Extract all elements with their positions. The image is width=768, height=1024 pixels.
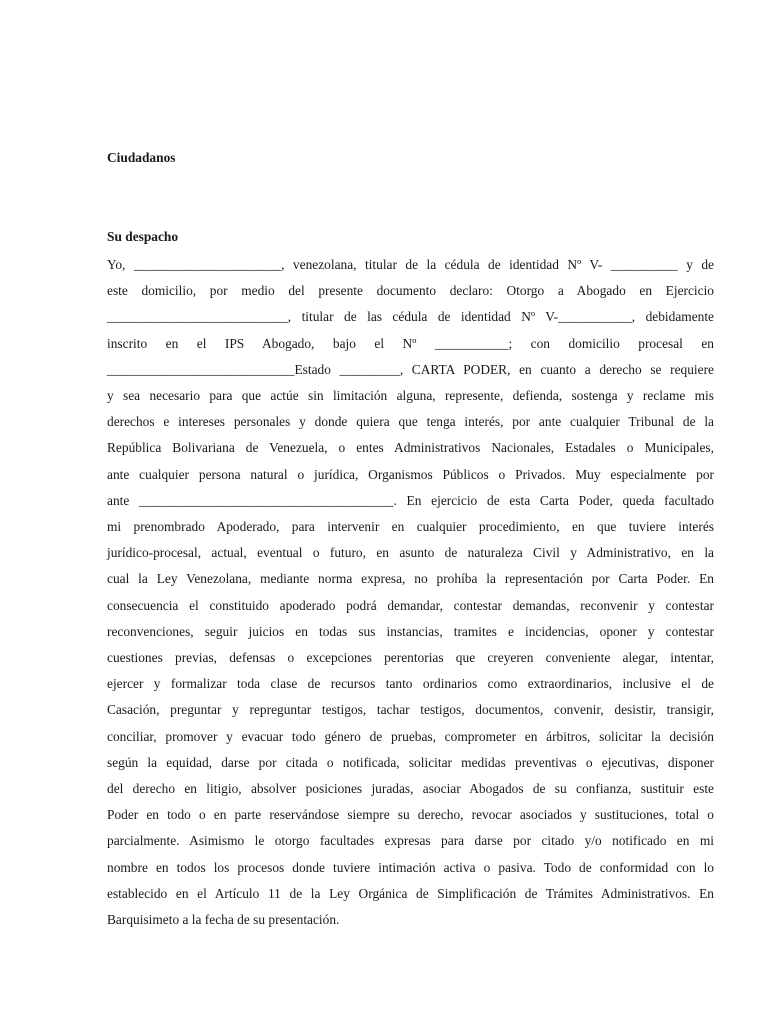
- body-line: jurídico-procesal, actual, eventual o futuro, en asunto de naturaleza Civil y Administrativo, en la: [107, 545, 714, 561]
- body-line: este domicilio, por medio del presente documento declaro: Otorgo a Abogado en Ejercicio: [107, 283, 714, 299]
- body-line-last: Barquisimeto a la fecha de su presentación.: [107, 912, 340, 928]
- body-line: mi prenombrado Apoderado, para intervenir en cualquier procedimiento, en que tuviere interés: [107, 519, 714, 535]
- body-line: Yo, ______________________, venezolana, titular de la cédula de identidad Nº V- __________ y de: [107, 257, 714, 272]
- body-line: ___________________________, titular de las cédula de identidad Nº V-___________, debidamente: [107, 309, 714, 325]
- body-line: inscrito en el IPS Abogado, bajo el Nº ___________; con domicilio procesal en: [107, 335, 714, 351]
- body-line: República Bolivariana de Venezuela, o entes Administrativos Nacionales, Estadales o Municipales,: [107, 440, 714, 456]
- power-of-attorney-body: [107, 252, 714, 933]
- body-line: derechos e intereses personales y donde quiera que tenga interés, por ante cualquier Tribunal de la: [107, 414, 714, 430]
- body-line: ____________________________Estado _________, CARTA PODER, en cuanto a derecho se requiere: [107, 361, 714, 377]
- office-heading: Su despacho: [107, 229, 179, 244]
- body-line: cuestiones previas, defensas o excepciones perentorias que creyeren conveniente alegar, intentar,: [107, 650, 714, 666]
- body-line: y sea necesario para que actúe sin limitación alguna, represente, defienda, sostenga y reclame mis: [107, 388, 714, 404]
- body-line: establecido en el Artículo 11 de la Ley Orgánica de Simplificación de Trámites Administrativos. En: [107, 885, 714, 901]
- body-line: del derecho en litigio, absolver posiciones juradas, asociar Abogados de su confianza, sustituir este: [107, 781, 714, 797]
- body-line: Casación, preguntar y repreguntar testigos, tachar testigos, documentos, convenir, desistir, transigir,: [107, 702, 714, 718]
- body-line: parcialmente. Asimismo le otorgo facultades expresas para darse por citado y/o notificado en mi: [107, 833, 714, 849]
- body-line: según la equidad, darse por citada o notificada, solicitar medidas preventivas o ejecutivas, disponer: [107, 754, 714, 770]
- body-line: conciliar, promover y evacuar todo género de pruebas, comprometer en árbitros, solicitar la decisión: [107, 728, 714, 744]
- body-line: ante cualquier persona natural o jurídica, Organismos Públicos o Privados. Muy especialmente por: [107, 466, 714, 482]
- body-line: ante ______________________________________. En ejercicio de esta Carta Poder, queda facultado: [107, 492, 714, 508]
- body-line: reconvenciones, seguir juicios en todas sus instancias, tramites e incidencias, oponer y contestar: [107, 623, 714, 639]
- body-line: cual la Ley Venezolana, mediante norma expresa, no prohíba la representación por Carta Poder. En: [107, 571, 714, 587]
- body-line: nombre en todos los procesos donde tuviere intimación activa o pasiva. Todo de conformidad con lo: [107, 859, 714, 875]
- greeting-heading: Ciudadanos: [107, 150, 176, 165]
- body-line: ejercer y formalizar toda clase de recursos tanto ordinarios como extraordinarios, inclusive el de: [107, 676, 714, 692]
- body-line: consecuencia el constituido apoderado podrá demandar, contestar demandas, reconvenir y contestar: [107, 597, 714, 613]
- body-line: Poder en todo o en parte reservándose siempre su derecho, revocar asociados y sustituciones, total o: [107, 807, 714, 823]
